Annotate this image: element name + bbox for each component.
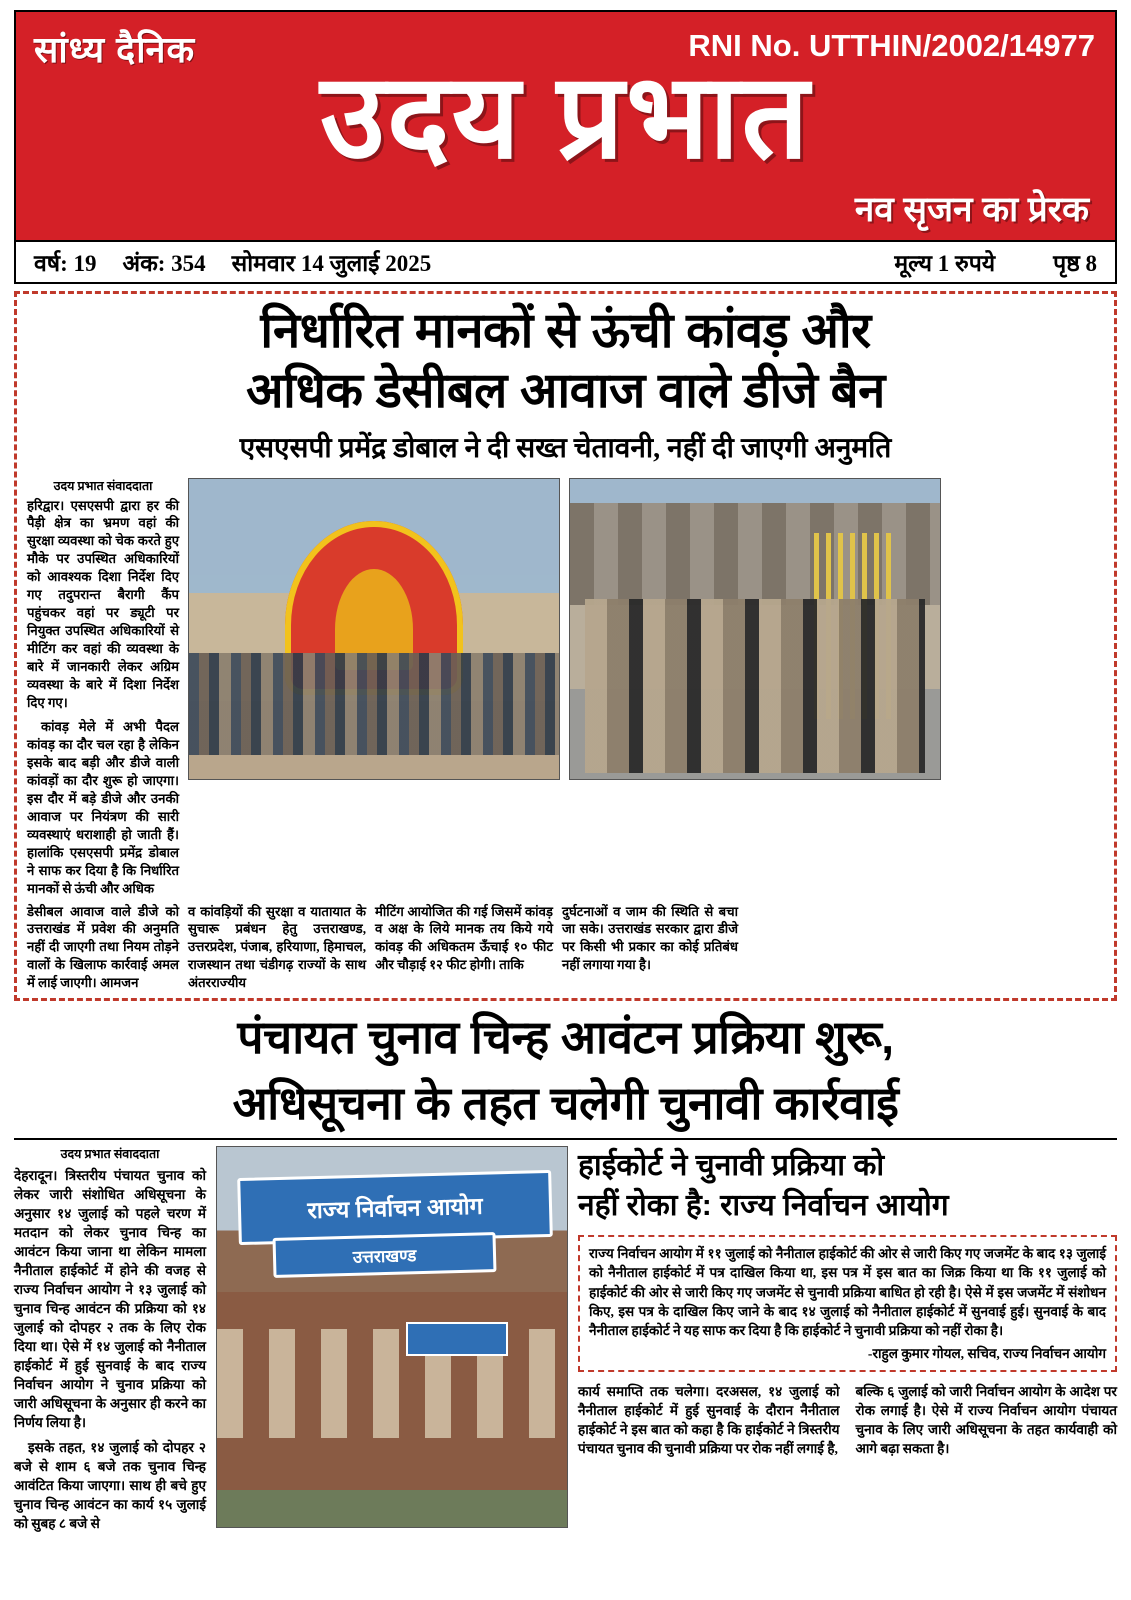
- lead-caption-col4: दुर्घटनाओं व जाम की स्थिति से बचा जा सके। उत्तराखंड सरकार द्वारा डीजे पर किसी भी प्रकार का कोई प्रतिबंध नहीं लगाया गया है।: [562, 903, 738, 973]
- story2-right-column: [578, 1146, 1117, 1533]
- kanwar-procession-photo: [188, 478, 560, 780]
- issue-label: अंक: 354: [122, 251, 206, 276]
- story2-paragraph-1: देहरादून। त्रिस्तरीय पंचायत चुनाव को लेकर जारी संशोधित अधिसूचना के अनुसार १४ जुलाई को पहले चरण में मतदान को लेकर चुनाव चिन्ह का आवंटन किया जाना था लेकिन मामला नैनीताल हाईकोर्ट में होने की वजह से राज्य निर्वाचन आयोग ने १३ जुलाई को चुनाव चिन्ह आवंटन की प्रक्रिया को १४ जुलाई को दोपहर २ तक के लिए रोक दिया था। ऐसे में १४ जुलाई को नैनीताल हाईकोर्ट में हुई सुनवाई के बाद राज्य निर्वाचन आयोग ने चुनाव प्रक्रिया को जारी अधिसूचना के अनुसार ही करने का निर्णय लिया है।: [14, 1167, 206, 1431]
- lead-caption-col5: [747, 903, 1104, 993]
- statement-text: राज्य निर्वाचन आयोग में ११ जुलाई को नैनीताल हाईकोर्ट की ओर से जारी किए गए जजमेंट के बाद १३ जुलाई को नैनीताल हाईकोर्ट में पत्र दाखिल किया था, इस पत्र में इस बात का जिक्र किया था कि ११ जुलाई को हाईकोर्ट की ओर से जारी किए गए जजमेंट से चुनावी प्रक्रिया बाधित हो रही है। ऐसे में इस जजमेंट में संशोधन किए, इस पत्र के दाखिल किए जाने के बाद १४ जुलाई को नैनीताल हाईकोर्ट में सुनवाई हुई। सुनवाई के बाद नैनीताल हाईकोर्ट ने यह साफ कर दिया है कि हाईकोर्ट ने चुनावी प्रक्रिया को नहीं रोका है।: [589, 1246, 1106, 1338]
- statement-attribution: -राहुल कुमार गोयल, सचिव, राज्य निर्वाचन आयोग: [867, 1345, 1106, 1361]
- lead-paragraph-2: कांवड़ मेले में अभी पैदल कांवड़ का दौर चल रहा है लेकिन इसके बाद बड़ी और डीजे वाली कांवड़ों का दौर शुरू हो जाएगा। इस दौर में बड़े डीजे और उनकी आवाज पर नियंत्रण की सारी व्यवस्थाएं धराशाही हो जाती हैं। हालांकि एसएसपी प्रमेंद्र डोबाल ने साफ कर दिया है कि निर्धारित मानकों से ऊंची और अधिक: [27, 718, 179, 896]
- masthead: [14, 10, 1117, 242]
- pages-label: पृष्ठ 8: [1053, 251, 1097, 276]
- story2-paragraph-2: इसके तहत, १४ जुलाई को दोपहर २ बजे से शाम ६ बजे तक चुनाव चिन्ह आवंटित किया जाएगा। साथ ही बचे हुए चुनाव चिन्ह आवंटन का कार्य १५ जुलाई को सुबह ८ बजे से: [14, 1440, 206, 1532]
- story2-headline-line1: पंचायत चुनाव चिन्ह आवंटन प्रक्रिया शुरू,: [237, 1011, 894, 1064]
- police-patrol-photo: [569, 478, 941, 780]
- statement-quote-box: [578, 1235, 1117, 1371]
- signboard-secondary: उत्तराखण्ड: [273, 1232, 497, 1278]
- story2-headline-line2: अधिसूचना के तहत चलेगी चुनावी कार्रवाई: [232, 1076, 899, 1129]
- newspaper-title: उदय प्रभात: [320, 51, 811, 183]
- lead-headline-line1: निर्धारित मानकों से ऊंची कांवड़ और: [260, 304, 871, 358]
- building-plaque: [406, 1322, 508, 1356]
- lead-text-column: [27, 478, 179, 898]
- story2-byline: उदय प्रभात संवाददाता: [60, 1147, 160, 1162]
- lead-story: [14, 291, 1117, 1001]
- price-label: मूल्य 1 रुपये: [894, 251, 996, 276]
- story2-divider: [14, 1138, 1117, 1140]
- rni-number: RNI No. UTTHIN/2002/14977: [688, 28, 1095, 63]
- lead-caption-row: [27, 903, 1104, 993]
- lead-paragraph-1: हरिद्वार। एसएसपी द्वारा हर की पैड़ी क्षेत्र का भ्रमण वहां की सुरक्षा व्यवस्था को चेक करते हुए मौके पर उपस्थित अधिकारियों को आवश्यक दिशा निर्देश दिए गए तदुपरान्त बैरागी कैंप पहुंचकर वहां पर ड्यूटी पर नियुक्त उपस्थित अधिकारियों से मीटिंग कर वहां की व्यवस्था के बारे में जानकारी लेकर अग्रिम व्यवस्था के बारे में दिशा निर्देश दिए गए।: [27, 497, 179, 711]
- story2-bottom-col2: बल्कि ६ जुलाई को जारी निर्वाचन आयोग के आदेश पर रोक लगाई है। ऐसे में राज्य निर्वाचन आयोग पंचायत चुनाव के लिए जारी अधिसूचना के तहत कार्यवाही को आगे बढ़ा सकता है।: [855, 1383, 1117, 1456]
- lead-caption-col1: डेसीबल आवाज वाले डीजे को उत्तराखंड में प्रवेश की अनुमति नहीं दी जाएगी तथा नियम तोड़ने वालों के खिलाफ कार्रवाई अमल में लाई जाएगी। आमजन: [27, 903, 179, 991]
- masthead-tagline: नव सृजन का प्रेरक: [854, 190, 1089, 229]
- highcourt-headline-line1: हाईकोर्ट ने चुनावी प्रक्रिया को: [578, 1149, 885, 1183]
- signboard-primary: राज्य निर्वाचन आयोग: [237, 1170, 553, 1245]
- lead-byline: उदय प्रभात संवाददाता: [53, 478, 153, 493]
- date-label: सोमवार 14 जुलाई 2025: [231, 251, 432, 276]
- highcourt-headline-line2: नहीं रोका है: राज्य निर्वाचन आयोग: [578, 1188, 949, 1222]
- lead-subheadline: एसएसपी प्रमेंद्र डोबाल ने दी सख्त चेतावनी, नहीं दी जाएगी अनुमति: [239, 432, 892, 464]
- story2-bottom-col1: कार्य समाप्ति तक चलेगा। दरअसल, १४ जुलाई को नैनीताल हाईकोर्ट में हुई सुनवाई के दौरान नैनीताल हाईकोर्ट ने इस बात को कहा है कि हाईकोर्ट ने त्रिस्तरीय पंचायत चुनाव की चुनावी प्रक्रिया पर रोक नहीं लगाई है,: [578, 1383, 840, 1456]
- state-election-commission-building-photo: [216, 1146, 568, 1528]
- second-story: [14, 1009, 1117, 1533]
- volume-label: वर्ष: 19: [34, 251, 97, 276]
- lead-caption-col2: व कांवड़ियों की सुरक्षा व यातायात के सुचारू प्रबंधन हेतु उत्तराखण्ड, उत्तरप्रदेश, पंजाब, हरियाणा, हिमाचल, राजस्थान तथा चंडीगढ़ राज्यों के साथ अंतरराज्यीय: [188, 903, 366, 991]
- issue-info-bar: [14, 242, 1117, 284]
- lead-headline-line2: अधिक डेसीबल आवाज वाले डीजे बैन: [246, 363, 885, 418]
- story2-text-column: [14, 1146, 206, 1533]
- lead-caption-col3: मीटिंग आयोजित की गई जिसमें कांवड़ व अक्ष के लिये मानक तय किये गये कांवड़ की अधिकतम ऊँचाई १० फीट और चौड़ाई १२ फीट होगी। ताकि: [375, 903, 553, 973]
- masthead-kicker: सांध्य दैनिक: [34, 29, 196, 70]
